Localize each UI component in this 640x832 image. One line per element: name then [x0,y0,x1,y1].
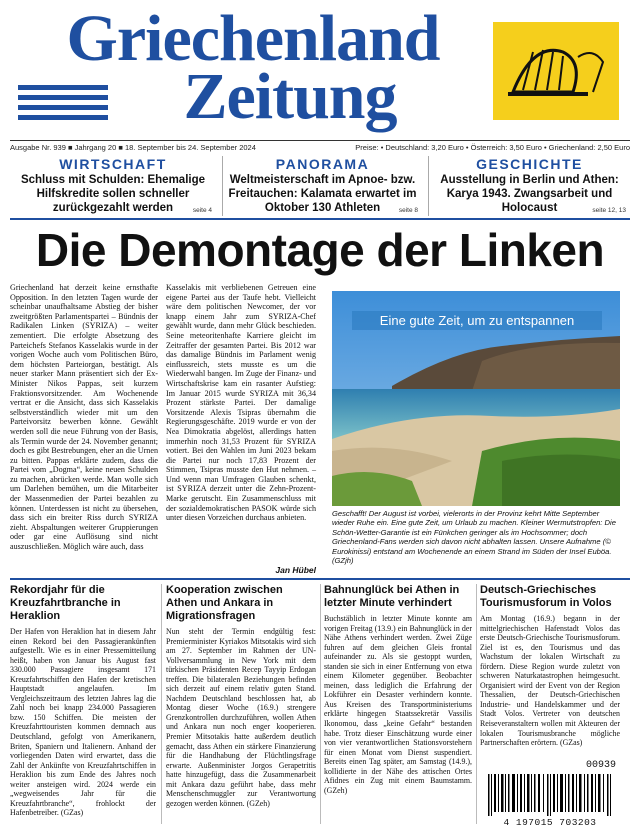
teaser-panorama[interactable] [222,156,422,216]
column-divider [161,584,162,824]
article-title: Kooperation zwischen Athen und Ankara in Migrationsfragen [166,584,283,622]
lead-byline: Jan Hübel [275,565,316,575]
main-headline: Die Demontage der Linken [35,224,605,276]
barcode-bars-icon [486,774,614,816]
column-divider [320,584,321,824]
article-body: Nun steht der Termin endgültig fest: Premierminister Kyriakos Mitsotakis wird sich am 27. September im Rahmen der UN-Vollversammlung in New York mit dem türkischen Präsidenten Recep Tayyip Erdogan treffen. Die bilateralen Beziehungen befinden sich derzeit auf einem relativ guten Stand. Nachdem Deutschland beschlossen hat, ab Montag dieser Woche (16.9.) strengere Grenzkontrollen durchzuführen, wollen Athen und Ankara nun noch enger kooperieren. Premier Mitsotakis hatte außerdem deutlich gemacht, dass Athen ein stärkere Finanzierung für die Handhabung der Flüchtlingsfrage erwarte. Außenminister Jorgos Gerapetritis hatte hinzugefügt, dass die Zusammenarbeit mit Ankara dazu geführt habe, dass mehr Menschenschmuggler zur Verantwortung gezogen werden können. (GZeh) [166,627,316,808]
masthead-title-line2: Zeitung [183,60,397,133]
masthead [0,0,640,138]
teaser-page: seite 4 [192,207,212,214]
article-title: Deutsch-Griechisches Tourismusforum in Volos [480,584,612,609]
article-title: Bahnunglück bei Athen in letzter Minute verhindert [324,584,460,609]
price-info: Preise: • Deutschland: 3,20 Euro • Österreich: 3,50 Euro • Griechenland: 2,50 Euro [355,143,630,152]
article-athen-ankara[interactable] [166,584,316,808]
masthead-stripes [18,85,108,125]
barcode [480,760,620,828]
teaser-text: Weltmeisterschaft im Apnoe- bzw. Freitauchen: Kalamata erwartet im Oktober 130 Athleten [228,174,417,214]
article-volos[interactable] [480,584,620,748]
newspaper-logo [493,22,619,120]
column-divider [476,584,477,824]
teaser-wirtschaft[interactable] [10,156,216,216]
barcode-issue-code: 00939 [585,760,616,771]
lyre-logo-icon [493,22,619,120]
lead-article-column-1: Griechenland hat derzeit keine ernsthafte Opposition. In den letzten Tagen wurde der scheinbar unaufhaltsame Abstieg der bisher zweitgrößten Parlamentspartei – Bündnis der Radikalen Linken (SYRIZA) – weiter zementiert. Die erfolgte Absetzung des Parteichefs Stefanos Kasselakis wurde in der vorigen Woche auch vom Politischen Büro, dem höchsten Parteiorgan, bestätigt. Als neuer starker Mann präsentiert sich der Ex-Minister Nikos Pappas, seit kurzem Fraktionsvorsitzender. Am Wochenende vertrat er die Ansicht, dass sich Kasselakis selbstverständlich wieder mit um den Parteivorsitz bewerben könne. Gewählt werden soll die neue Führung von der Basis, als Termin wurde der 24. November genannt; doch es gibt Bestrebungen, eher an die Urnen zu bitten. Pappas erklärte zudem, dass die Partei vom „Dogma“, keine neuen Schulden zu machen, abrücken werde. Man wolle sich um Darlehen bemühen, um die Mitarbeiter der Massenmedien der Partei bezahlen zu können. Unterdessen ist nicht zu übersehen, dass sich ein breiter Riss durch SYRIZA zieht. Abspaltungen weiterer Gruppierungen oder gar eine Auflösung sind nicht auszuschließen. Möglich wäre auch, dass [10,283,158,552]
teaser-section: WIRTSCHAFT [59,156,167,172]
teaser-section: PANORAMA [275,156,370,172]
article-body: Buchstäblich in letzter Minute konnte am vorigen Freitag (13.9.) ein Bahnunglück in der Nähe Athens verhindert werden. Zwei Züge fuhren auf dem gleichen Gleis frontal aufeinander zu. Als sie gestoppt wurden, standen sie sich in einer Entfernung von etwa einem Kilometer gegenüber. Beobachter meinen, dass lediglich die Erfahrung der Lokführer ein Desaster verhindern konnte. Aus Kreisen des Transportministeriums erklärte hingegen Staatssekretär Vassilis Ikonomou, dass „keine Gefahr“ bestanden habe. Trotz dieser Einschätzung wurde einer von vier verantwortlichen Stationsvorstehern für einen Monat vom Dienst suspendiert. Bereits einen Tag später, am Samstag (14.9.), kollidierte in der Nähe des attischen Ortes Afidnes ein Zug mit einem Baumstamm. (GZeh) [324,614,472,795]
masthead-title-line1: Griechenland [66,2,440,75]
teaser-text: Schluss mit Schulden: Ehemalige Hilfskredite sollen schneller zurückgezahlt werden [20,174,206,214]
teaser-page: seite 12, 13 [592,207,626,214]
beach-photo [332,291,620,506]
teaser-text: Ausstellung in Berlin und Athen: Karya 1943. Zwangsarbeit und Holocaust [440,174,619,214]
section-divider [10,578,630,580]
photo-caption: Geschafft! Der August ist vorbei, vielerorts in der Provinz kehrt Mitte September wieder Ruhe ein. Eine gute Zeit, um Urlaub zu machen. Kleiner Wermutstropfen: Die Schön-Wetter-Garantie ist ein Fünkchen geringer als im Hochsommer; doch Griechenland-Fans werden sich davon nicht abhalten lassen. Unsere Aufnahme (© Eurokinissi) entstand am Wochenende an einem Strand im Süden der Insel Euböa. (GZjh) [332,509,616,566]
article-body: Der Hafen von Heraklion hat in diesem Jahr einen Rekord bei den Passagierankünften aufgestellt. Wie es in einer Pressemitteilung heißt, haben von Januar bis August fast 330.000 Passagiere insgesamt 171 Kreuzfahrtschiffen den Hafen der kretischen Hauptstadt angelaufen. Im Vergleichszeitraum des letzten Jahres lag die Zahl noch bei knapp 234.000 Passagieren bzw. 150 Schiffen. Die meisten der Kreuzfahrttouristen kommen demnach aus Deutschland, gefolgt von Amerikanern, Briten, Spaniern und Italienern. Anhand der vorliegenden Daten wird erwartet, dass die Zahl der Ankünfte von Kreuzfahrtschiffen in Heraklion bis zum Ende des Jahres noch weiter ansteigen wird. 2024 werde ein „wegweisendes Jahr für die Kreuzfahrtbranche“, frohlockt der Hafenbetreiber. (GZas) [10,627,156,818]
teaser-geschichte[interactable] [428,156,630,216]
photo-overlay-title: Eine gute Zeit, um zu entspannen [352,311,602,330]
teaser-section: GESCHICHTE [476,156,583,172]
article-body: Am Montag (16.9.) begann in der mittelgriechischen Hafenstadt Volos das erste Deutsch-Griechische Tourismusforum. Ziel ist es, den Tourismus und das Wachstum der lokalen Wirtschaft zu fördern. Diese Region wurde zuletzt von schweren Naturkatastrophen heimgesucht. Organisiert wird der Event von der Region Thessalien, der Deutsch-Griechischen Industrie- und Handelskammer und der Stadt Volos. Vertreter von deutschen Reiseveranstaltern wollen mit Akteuren der lokalen Tourismusbranche mögliche Partnerschaften erörtern. (GZas) [480,614,620,748]
article-title: Rekordjahr für die Kreuzfahrtbranche in Heraklion [10,584,121,622]
lead-article-column-2: Kasselakis mit verbliebenen Getreuen eine eigene Partei aus der Taufe hebt. Vielleicht wäre dem politischen Newcomer, der vor knapp einem Jahr zum SYRIZA-Chef gewählt wurde, dann mehr Glück beschieden. Seine meteoritenhafte Karriere gleicht im Zeitraffer der gesamten Partei. Bis 2012 war das damalige Bündnis im Parlament wenig einflussreich, stets musste es um die Wiederwahl bangen. Im Zuge der Finanz- und Wirtschaftskrise kam ein rasanter Aufstieg: Im Januar 2015 wurde SYRIZA mit 36,34 Prozent stärkste Partei. Der damalige Vorsitzende Alexis Tsipras übernahm die Regierungsgeschäfte. 2019 wurde er von der Nea Dimokratia abgelöst, allerdings hatten immerhin noch 31,53 Prozent für SYRIZA votiert. Bei den Wahlen im Juni 2023 bekam die Partei nur noch 17,83 Prozent der Stimmen, Tsipras musste den Hut nehmen. – Und wenn man Umfragen Glauben schenkt, ist SYRIZA derzeit unter die Zehn-Prozent-Marke gerutscht. Ein Zusammenschluss mit der sozialdemokratischen PASOK würde sich unter diesen Vorzeichen durchaus anbieten. [166,283,316,523]
issue-info-bar [10,140,630,152]
barcode-digits: 4 197015 703203 [503,817,597,828]
issue-number: Ausgabe Nr. 939 ■ Jahrgang 20 ■ 18. September bis 24. September 2024 [10,143,256,152]
article-bahnunglueck[interactable] [324,584,472,795]
teaser-page: seite 8 [398,207,418,214]
article-heraklion[interactable] [10,584,156,818]
teaser-strip [10,156,630,220]
